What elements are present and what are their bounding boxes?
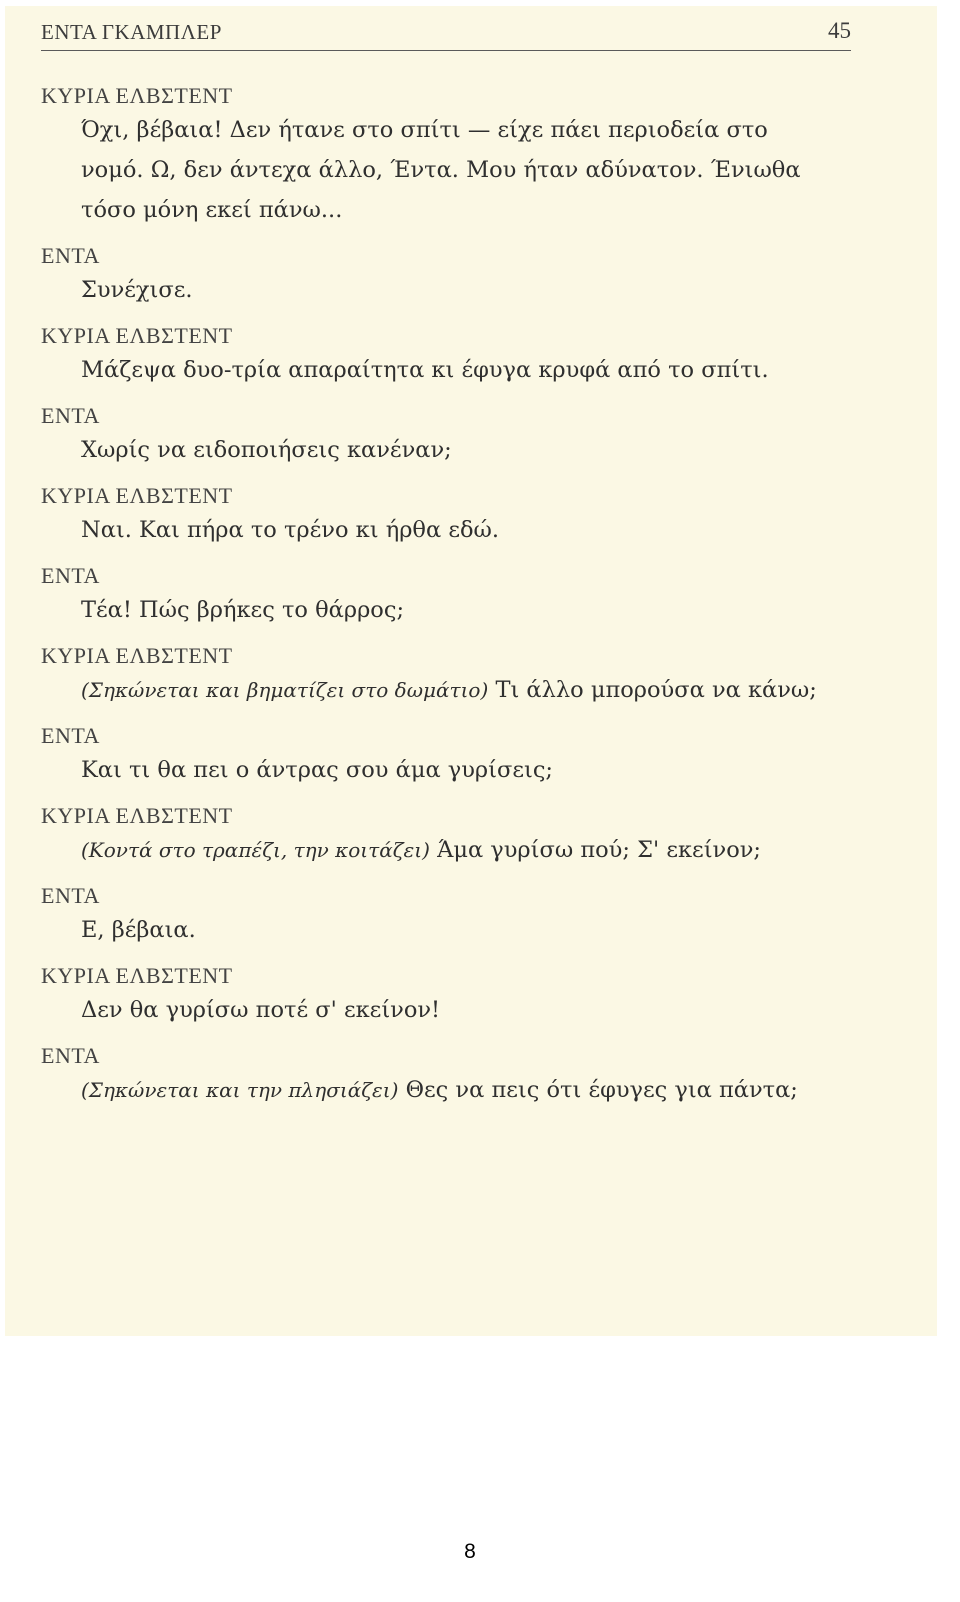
speech-line: Ναι. Και πήρα το τρένο κι ήρθα εδώ.: [81, 517, 500, 543]
speaker-name: ΚΥΡΙΑ ΕΛΒΣΤΕΝΤ: [41, 803, 233, 828]
stage-direction: (Σηκώνεται και βηματίζει στο δωμάτιο): [81, 678, 489, 702]
speech-line: [41, 830, 861, 870]
speech-5: [41, 482, 861, 550]
speaker-name: ΕΝΤΑ: [41, 723, 100, 748]
speech-8: [41, 722, 861, 790]
speech-12: [41, 1042, 861, 1110]
speech-line: [41, 670, 861, 710]
speech-11: [41, 962, 861, 1030]
speech-6: [41, 562, 861, 630]
speech-line: Δεν θα γυρίσω ποτέ σ' εκείνον!: [81, 997, 441, 1023]
speech-7: [41, 642, 861, 710]
speech-line: Όχι, βέβαια! Δεν ήτανε στο σπίτι — είχε πάει περιοδεία στο: [81, 117, 768, 143]
dialogue: [41, 82, 861, 1122]
speech-1: [41, 82, 861, 230]
speaker-name: ΕΝΤΑ: [41, 563, 100, 588]
stage-direction: (Σηκώνεται και την πλησιάζει): [81, 1078, 399, 1102]
speech-line: τόσο μόνη εκεί πάνω...: [81, 197, 343, 223]
speech-line: Μάζεψα δυο-τρία απαραίτητα κι έφυγα κρυφά από το σπίτι.: [81, 357, 769, 383]
running-title: ΕΝΤΑ ΓΚΑΜΠΛΕΡ: [41, 20, 222, 44]
speech-line: Και τι θα πει ο άντρας σου άμα γυρίσεις;: [81, 757, 553, 783]
speaker-name: ΚΥΡΙΑ ΕΛΒΣΤΕΝΤ: [41, 323, 233, 348]
speaker-name: ΚΥΡΙΑ ΕΛΒΣΤΕΝΤ: [41, 963, 233, 988]
speech-9: [41, 802, 861, 870]
speaker-name: ΚΥΡΙΑ ΕΛΒΣΤΕΝΤ: [41, 643, 233, 668]
footer-page-number: 8: [464, 1540, 476, 1563]
speech-4: [41, 402, 861, 470]
speech-text: Άμα γυρίσω πού; Σ' εκείνον;: [437, 837, 762, 863]
speaker-name: ΚΥΡΙΑ ΕΛΒΣΤΕΝΤ: [41, 483, 233, 508]
speech-3: [41, 322, 861, 390]
speech-line: Συνέχισε.: [81, 277, 193, 303]
scanned-page: [5, 6, 937, 1336]
speech-2: [41, 242, 861, 310]
speech-line: Τέα! Πώς βρήκες το θάρρος;: [81, 597, 405, 623]
page-number: 45: [828, 18, 851, 43]
speaker-name: ΕΝΤΑ: [41, 883, 100, 908]
speaker-name: ΕΝΤΑ: [41, 403, 100, 428]
speech-10: [41, 882, 861, 950]
speech-line: [41, 1070, 861, 1110]
speech-line: Χωρίς να ειδοποιήσεις κανέναν;: [81, 437, 452, 463]
speech-text: Τι άλλο μπορούσα να κάνω;: [495, 677, 817, 703]
stage-direction: (Κοντά στο τραπέζι, την κοιτάζει): [81, 838, 430, 862]
speech-line: Ε, βέβαια.: [81, 917, 196, 943]
speech-line: νομό. Ω, δεν άντεχα άλλο, Έντα. Μου ήταν αδύνατον. Ένιωθα: [81, 157, 801, 183]
running-head: [41, 14, 851, 51]
speaker-name: ΚΥΡΙΑ ΕΛΒΣΤΕΝΤ: [41, 83, 233, 108]
speaker-name: ΕΝΤΑ: [41, 1043, 100, 1068]
speech-text: Θες να πεις ότι έφυγες για πάντα;: [405, 1077, 798, 1103]
speaker-name: ΕΝΤΑ: [41, 243, 100, 268]
